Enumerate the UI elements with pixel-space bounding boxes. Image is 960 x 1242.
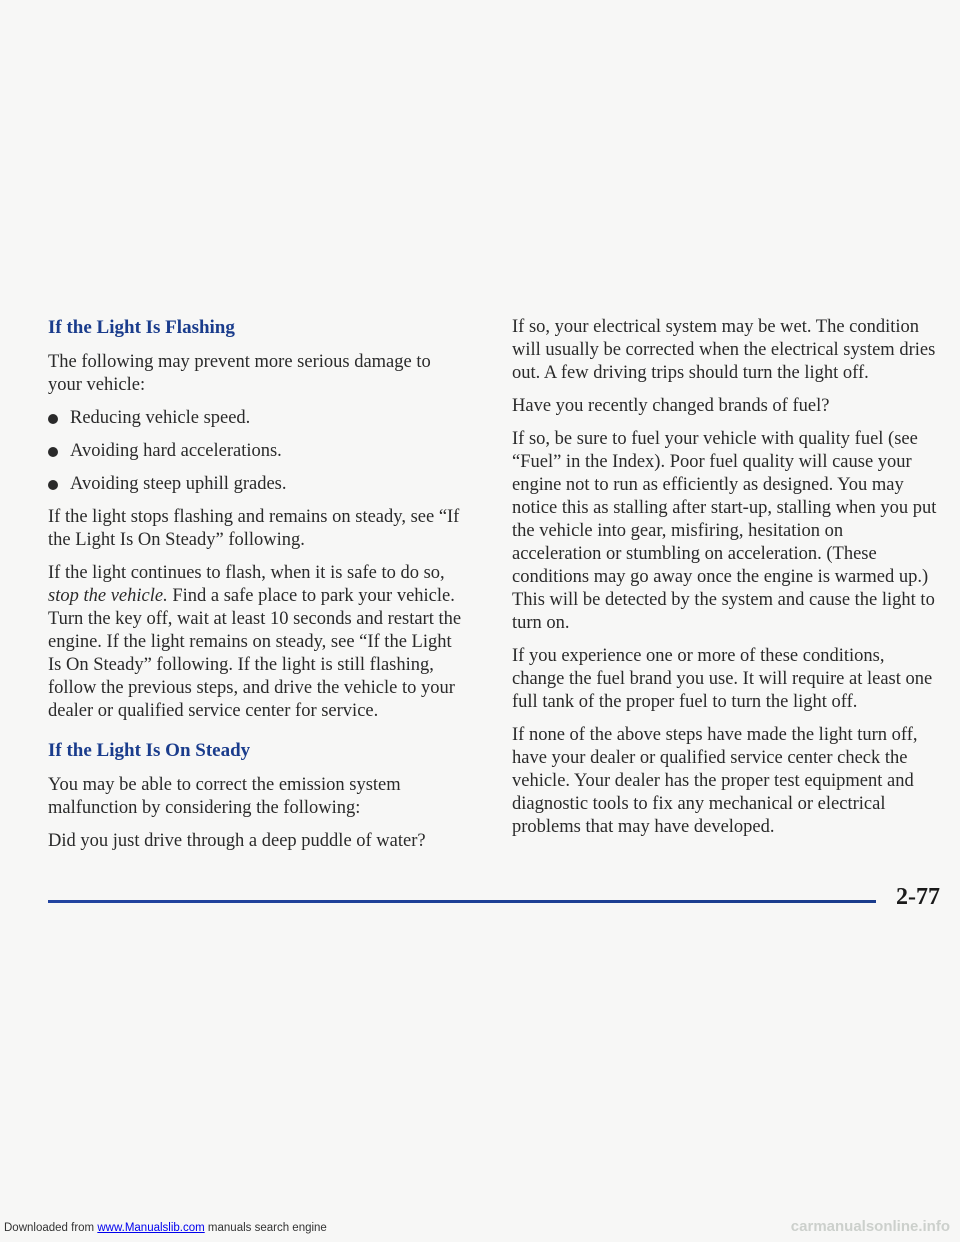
paragraph-changed-fuel: Have you recently changed brands of fuel?: [512, 396, 830, 416]
left-column: [48, 316, 468, 863]
footer-suffix: manuals search engine: [207, 1222, 327, 1234]
paragraph-correct-malfunction: You may be able to correct the emission system malfunction by considering the following:: [48, 775, 401, 818]
paragraph-continues-flash: [48, 562, 468, 723]
manualslib-link[interactable]: www.Manualslib.com: [97, 1222, 205, 1234]
bullet-icon: [48, 414, 58, 424]
bullet-list: [48, 407, 468, 496]
right-column: [512, 316, 937, 849]
emphasis-stop-vehicle: stop the vehicle.: [48, 586, 168, 606]
paragraph-quality-fuel: If so, be sure to fuel your vehicle with quality fuel (see “Fuel” in the Index). Poor fuel quality will cause your engine not to run as efficiently as designed. You may notice this as stalling after start-up, stalling when you put the vehicle into gear, misfiring, hesitation on acceleration or stumbling on acceleration. (These conditions may go away once the engine is warmed up.) This will be detected by the system and cause the light to turn on.: [512, 429, 937, 633]
list-item: [48, 407, 468, 430]
paragraph-experience-conditions: If you experience one or more of these conditions, change the fuel brand you use. It will require at least one full tank of the proper fuel to turn the light off.: [512, 646, 933, 712]
list-item-text: Avoiding hard accelerations.: [70, 441, 282, 461]
page-number: 2-77: [896, 884, 940, 910]
list-item: [48, 440, 468, 463]
bullet-icon: [48, 480, 58, 490]
list-item-text: Avoiding steep uphill grades.: [70, 474, 287, 494]
list-item: [48, 473, 468, 496]
intro-paragraph: The following may prevent more serious damage to your vehicle:: [48, 352, 431, 395]
download-footer: [4, 1222, 327, 1234]
heading-light-steady: If the Light Is On Steady: [48, 740, 251, 761]
paragraph-text: Find a safe place to park your vehicle. Turn the key off, wait at least 10 seconds and restart the engine. If the light remains on steady, see “If the Light Is On Steady” following. If the light is still flashing, follow the previous steps, and drive the vehicle to your dealer or qualified service center for service.: [48, 586, 462, 721]
footer-rule: [48, 900, 876, 903]
list-item-text: Reducing vehicle speed.: [70, 408, 251, 428]
paragraph-text: If the light continues to flash, when it is safe to do so,: [48, 563, 445, 583]
bullet-icon: [48, 447, 58, 457]
paragraph-deep-puddle: Did you just drive through a deep puddle of water?: [48, 831, 426, 851]
paragraph-electrical-wet: If so, your electrical system may be wet. The condition will usually be corrected when the electrical system dries out. A few driving trips should turn the light off.: [512, 317, 936, 383]
watermark: carmanualsonline.info: [790, 1218, 950, 1235]
heading-light-flashing: If the Light Is Flashing: [48, 317, 235, 338]
paragraph-dealer-check: If none of the above steps have made the light turn off, have your dealer or qualified service center check the vehicle. Your dealer has the proper test equipment and diagnostic tools to fix any mechanical or electrical problems that may have developed.: [512, 725, 918, 837]
footer-prefix: Downloaded from: [4, 1222, 95, 1234]
paragraph-stops-flashing: If the light stops flashing and remains on steady, see “If the Light Is On Steady” following.: [48, 507, 460, 550]
